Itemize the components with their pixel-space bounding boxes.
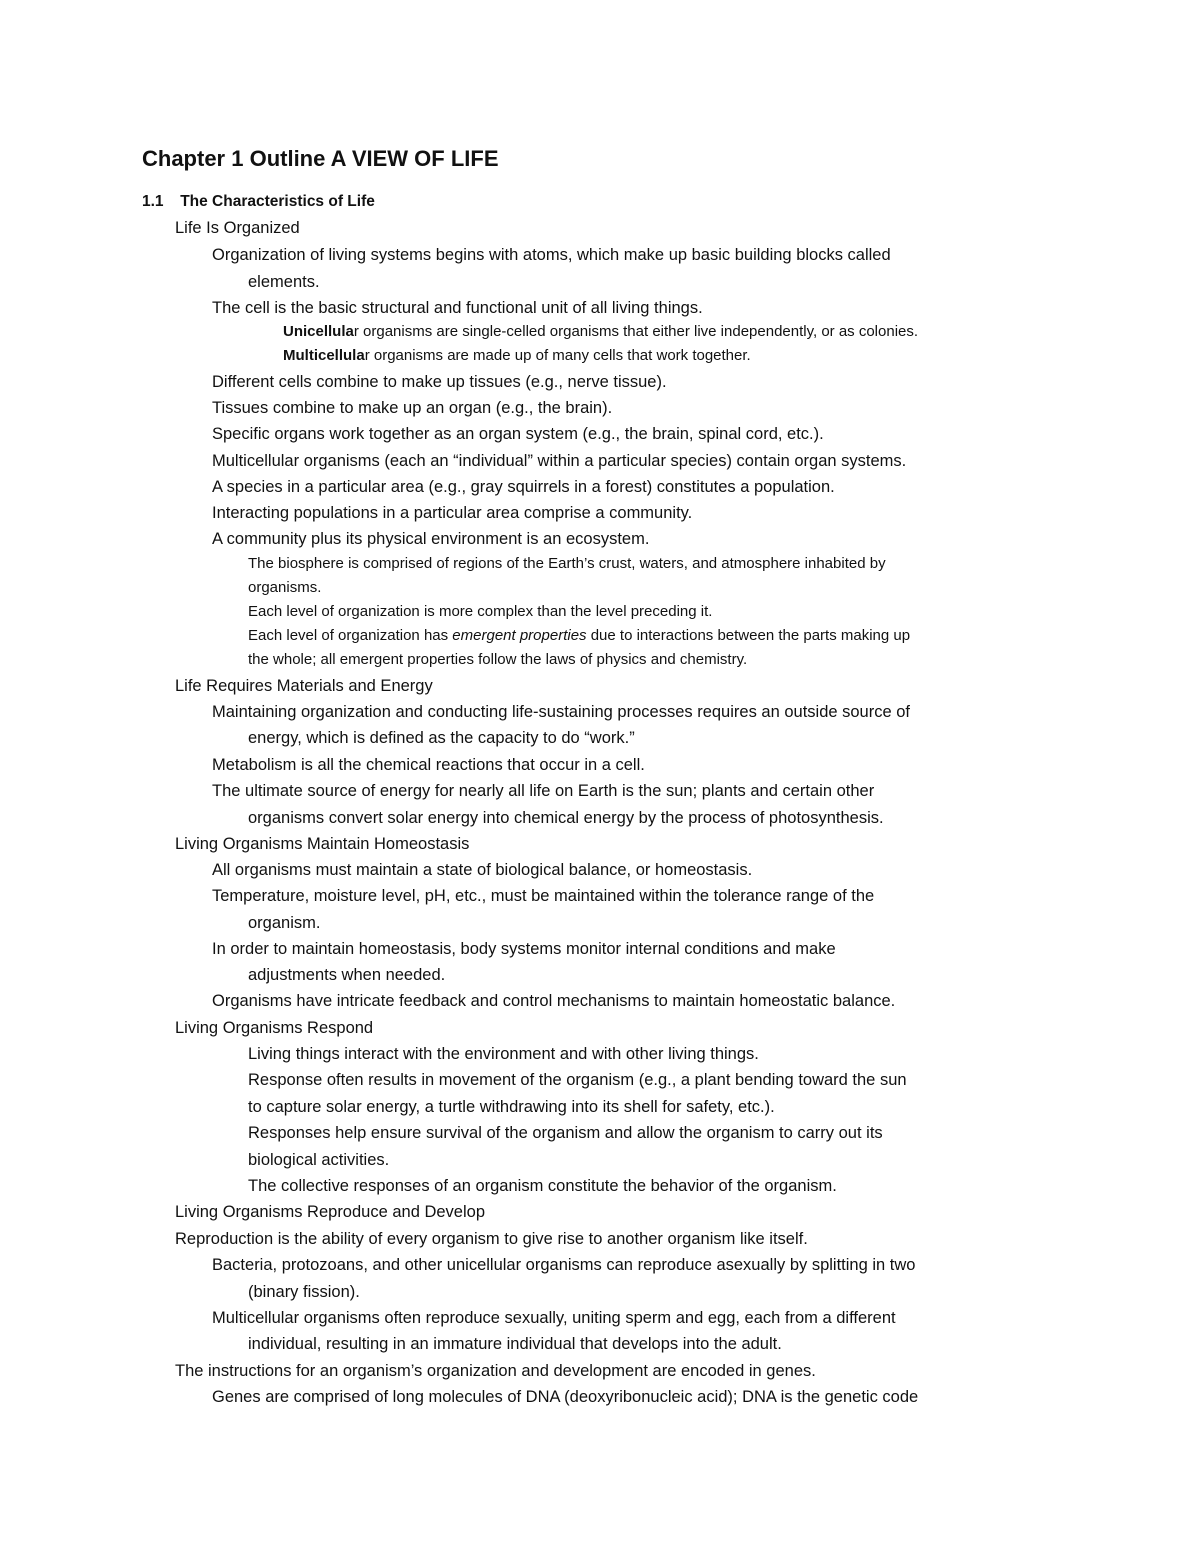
outline-item-text: Organization of living systems begins with atoms, which make up basic building blocks called bbox=[212, 246, 891, 264]
outline-item-text: Maintaining organization and conducting life-sustaining processes requires an outside source of bbox=[212, 703, 911, 721]
outline-item-text: Temperature, moisture level, pH, etc., must be maintained within the tolerance range of the bbox=[212, 887, 875, 905]
outline-item-text: organism. bbox=[248, 914, 321, 932]
outline-item-text: Response often results in movement of the organism (e.g., a plant bending toward the sun bbox=[248, 1071, 907, 1089]
outline-item-text: Organisms have intricate feedback and control mechanisms to maintain homeostatic balance. bbox=[212, 992, 896, 1010]
outline-item-text: (binary fission). bbox=[248, 1283, 360, 1301]
outline-item-text: The ultimate source of energy for nearly all life on Earth is the sun; plants and certain other bbox=[212, 782, 875, 800]
section-title: The Characteristics of Life bbox=[180, 193, 375, 210]
section-heading bbox=[142, 193, 375, 211]
outline-item-text: the whole; all emergent properties follow the laws of physics and chemistry. bbox=[248, 651, 748, 668]
bold-term: Unicellula bbox=[283, 323, 354, 340]
outline-item-text: Life Is Organized bbox=[175, 219, 300, 237]
outline-item-text: energy, which is defined as the capacity to do “work.” bbox=[248, 729, 635, 747]
outline-item-text: Each level of organization has emergent properties due to interactions between the parts making up bbox=[248, 627, 911, 644]
outline-item-text: Living things interact with the environment and with other living things. bbox=[248, 1045, 759, 1063]
outline-item-text: Specific organs work together as an organ system (e.g., the brain, spinal cord, etc.). bbox=[212, 425, 824, 443]
outline-item-text: Multicellular organisms (each an “individual” within a particular species) contain organ systems. bbox=[212, 452, 907, 470]
outline-item-text: to capture solar energy, a turtle withdrawing into its shell for safety, etc.). bbox=[248, 1098, 775, 1116]
page-title: Chapter 1 Outline A VIEW OF LIFE bbox=[142, 146, 499, 171]
outline-item-text: Living Organisms Respond bbox=[175, 1019, 374, 1037]
outline-item-text: Interacting populations in a particular area comprise a community. bbox=[212, 504, 693, 522]
outline-item-text: Life Requires Materials and Energy bbox=[175, 677, 433, 695]
outline-item-text: The instructions for an organism’s organization and development are encoded in genes. bbox=[175, 1362, 816, 1380]
outline-item-text: The cell is the basic structural and functional unit of all living things. bbox=[212, 299, 703, 317]
outline-item-text: Reproduction is the ability of every organism to give rise to another organism like itself. bbox=[175, 1230, 808, 1248]
outline-item-text: individual, resulting in an immature individual that develops into the adult. bbox=[248, 1335, 782, 1353]
outline-item-text: Each level of organization is more complex than the level preceding it. bbox=[248, 603, 713, 620]
outline-item-text: Genes are comprised of long molecules of DNA (deoxyribonucleic acid); DNA is the genetic code bbox=[212, 1388, 919, 1406]
outline-item-text: All organisms must maintain a state of biological balance, or homeostasis. bbox=[212, 861, 753, 879]
bold-term: Multicellula bbox=[283, 347, 365, 364]
outline-item-text: organisms convert solar energy into chemical energy by the process of photosynthesis. bbox=[248, 809, 884, 827]
outline-item-text: organisms. bbox=[248, 579, 322, 596]
outline-item-text: Tissues combine to make up an organ (e.g., the brain). bbox=[212, 399, 613, 417]
outline-item-text: Multicellular organisms often reproduce sexually, uniting sperm and egg, each from a different bbox=[212, 1309, 896, 1327]
outline-item-text: A species in a particular area (e.g., gray squirrels in a forest) constitutes a population. bbox=[212, 478, 835, 496]
outline-item-text: Different cells combine to make up tissues (e.g., nerve tissue). bbox=[212, 373, 667, 391]
outline-item-text: A community plus its physical environment is an ecosystem. bbox=[212, 530, 650, 548]
italic-term: emergent properties bbox=[452, 627, 587, 644]
outline-item-text: elements. bbox=[248, 273, 320, 291]
outline-item-text: adjustments when needed. bbox=[248, 966, 446, 984]
outline-item-text: The biosphere is comprised of regions of the Earth’s crust, waters, and atmosphere inhabited by bbox=[248, 555, 886, 572]
outline-item-text: In order to maintain homeostasis, body systems monitor internal conditions and make bbox=[212, 940, 836, 958]
outline-item-text: Unicellular organisms are single-celled organisms that either live independently, or as colonies. bbox=[283, 323, 919, 340]
outline-item-text: Living Organisms Maintain Homeostasis bbox=[175, 835, 470, 853]
outline-item-text: Living Organisms Reproduce and Develop bbox=[175, 1203, 486, 1221]
outline-item-text: The collective responses of an organism constitute the behavior of the organism. bbox=[248, 1177, 837, 1195]
section-number: 1.1 bbox=[142, 193, 164, 210]
outline-item-text: Bacteria, protozoans, and other unicellular organisms can reproduce asexually by splitting in two bbox=[212, 1256, 916, 1274]
outline-item-text: Multicellular organisms are made up of many cells that work together. bbox=[283, 347, 751, 364]
outline-item-text: Metabolism is all the chemical reactions that occur in a cell. bbox=[212, 756, 645, 774]
outline-item-text: Responses help ensure survival of the organism and allow the organism to carry out its bbox=[248, 1124, 883, 1142]
outline-item-text: biological activities. bbox=[248, 1151, 390, 1169]
